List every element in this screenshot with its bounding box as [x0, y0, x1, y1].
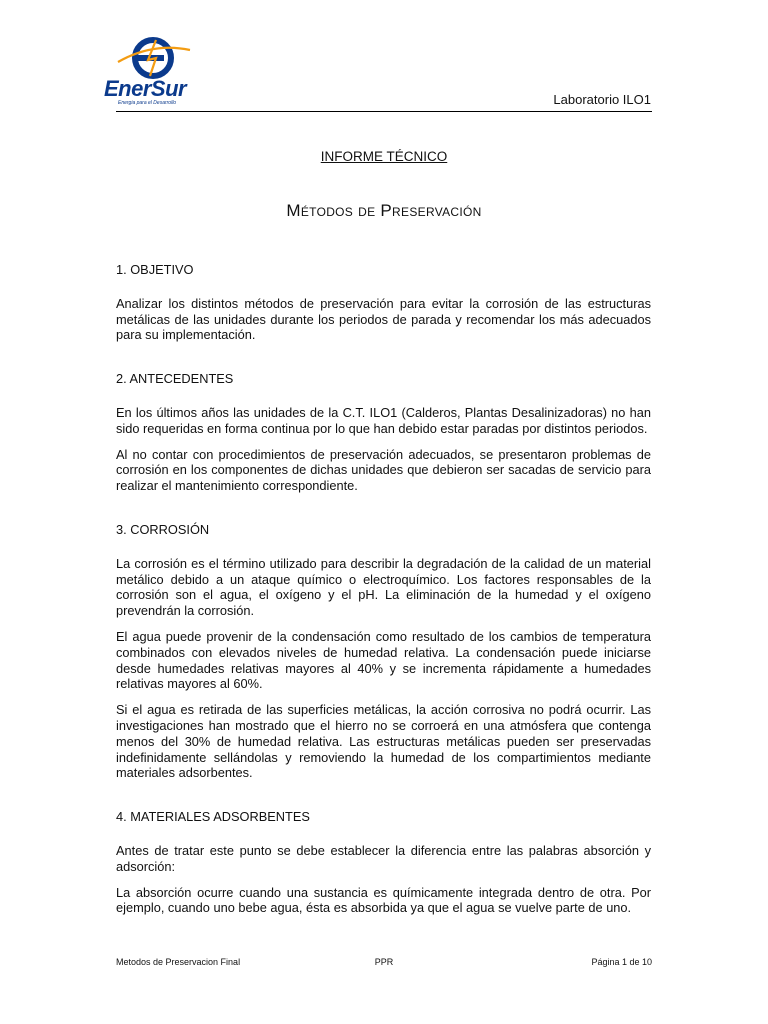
paragraph: Antes de tratar este punto se debe establecer la diferencia entre las palabras absorción y adsorción: — [116, 842, 651, 874]
footer-page-number: Página 1 de 10 — [591, 957, 652, 967]
section-antecedentes — [116, 371, 651, 494]
document-body — [116, 262, 651, 926]
paragraph: Si el agua es retirada de las superficies metálicas, la acción corrosiva no podrá ocurrir. Las investigaciones han mostrado que el hierro no se corroerá en una atmósfera que contenga menos del 30% de humedad relativa. Las estructuras metálicas pueden ser preservadas indefinidamente sellándolas y removiendo la humedad de los compartimientos mediante materiales adsorbentes. — [116, 702, 651, 781]
section-objetivo — [116, 262, 651, 343]
document-title: Métodos de Preservación — [286, 201, 482, 220]
header-divider — [116, 111, 652, 112]
footer-filename: Metodos de Preservacion Final — [116, 957, 241, 967]
section-heading: 2. ANTECEDENTES — [116, 371, 234, 387]
paragraph: Al no contar con procedimientos de preservación adecuados, se presentaron problemas de corrosión en los componentes de dichas unidades que debieron ser sacadas de servicio para realizar el mantenimiento correspondiente. — [116, 446, 651, 494]
paragraph: El agua puede provenir de la condensación como resultado de los cambios de temperatura combinados con elevados niveles de humedad relativa. La condensación puede iniciarse desde humedades relativas mayores al 40% y se incrementa rápidamente a humedades relativas mayores al 60%. — [116, 628, 651, 692]
section-materiales-adsorbentes — [116, 809, 651, 916]
section-corrosion — [116, 522, 651, 781]
section-heading: 1. OBJETIVO — [116, 262, 194, 277]
paragraph: En los últimos años las unidades de la C.T. ILO1 (Calderos, Plantas Desalinizadoras) no han sido requeridas en forma continua por lo que han debido estar paradas por distintos periodos. — [116, 404, 651, 436]
section-heading: 3. CORROSIÓN — [116, 521, 210, 537]
section-heading: 4. MATERIALES ADSORBENTES — [116, 809, 310, 825]
logo-name: EnerSur — [104, 76, 187, 101]
paragraph: Analizar los distintos métodos de preservación para evitar la corrosión de las estructuras metálicas de las unidades durante los periodos de parada y recomendar los más adecuados para su implementación. — [116, 295, 651, 343]
document-type: INFORME TÉCNICO — [320, 149, 448, 164]
footer-code: PPR — [374, 957, 394, 967]
paragraph: La absorción ocurre cuando una sustancia es químicamente integrada dentro de otra. Por ejemplo, cuando uno bebe agua, ésta es absorbida ya que el agua se vuelve parte de uno. — [116, 884, 651, 916]
enersur-logo — [100, 36, 210, 112]
header-lab-name: Laboratorio ILO1 — [553, 92, 651, 107]
paragraph: La corrosión es el término utilizado para describir la degradación de la calidad de un material metálico debido a un ataque químico o electroquímico. Los factores responsables de la corrosión son el agua, el oxígeno y el pH. La eliminación de la humedad y el oxígeno prevendrán la corrosión. — [116, 555, 651, 619]
logo-tagline: Energia para el Desarrollo — [118, 100, 177, 106]
